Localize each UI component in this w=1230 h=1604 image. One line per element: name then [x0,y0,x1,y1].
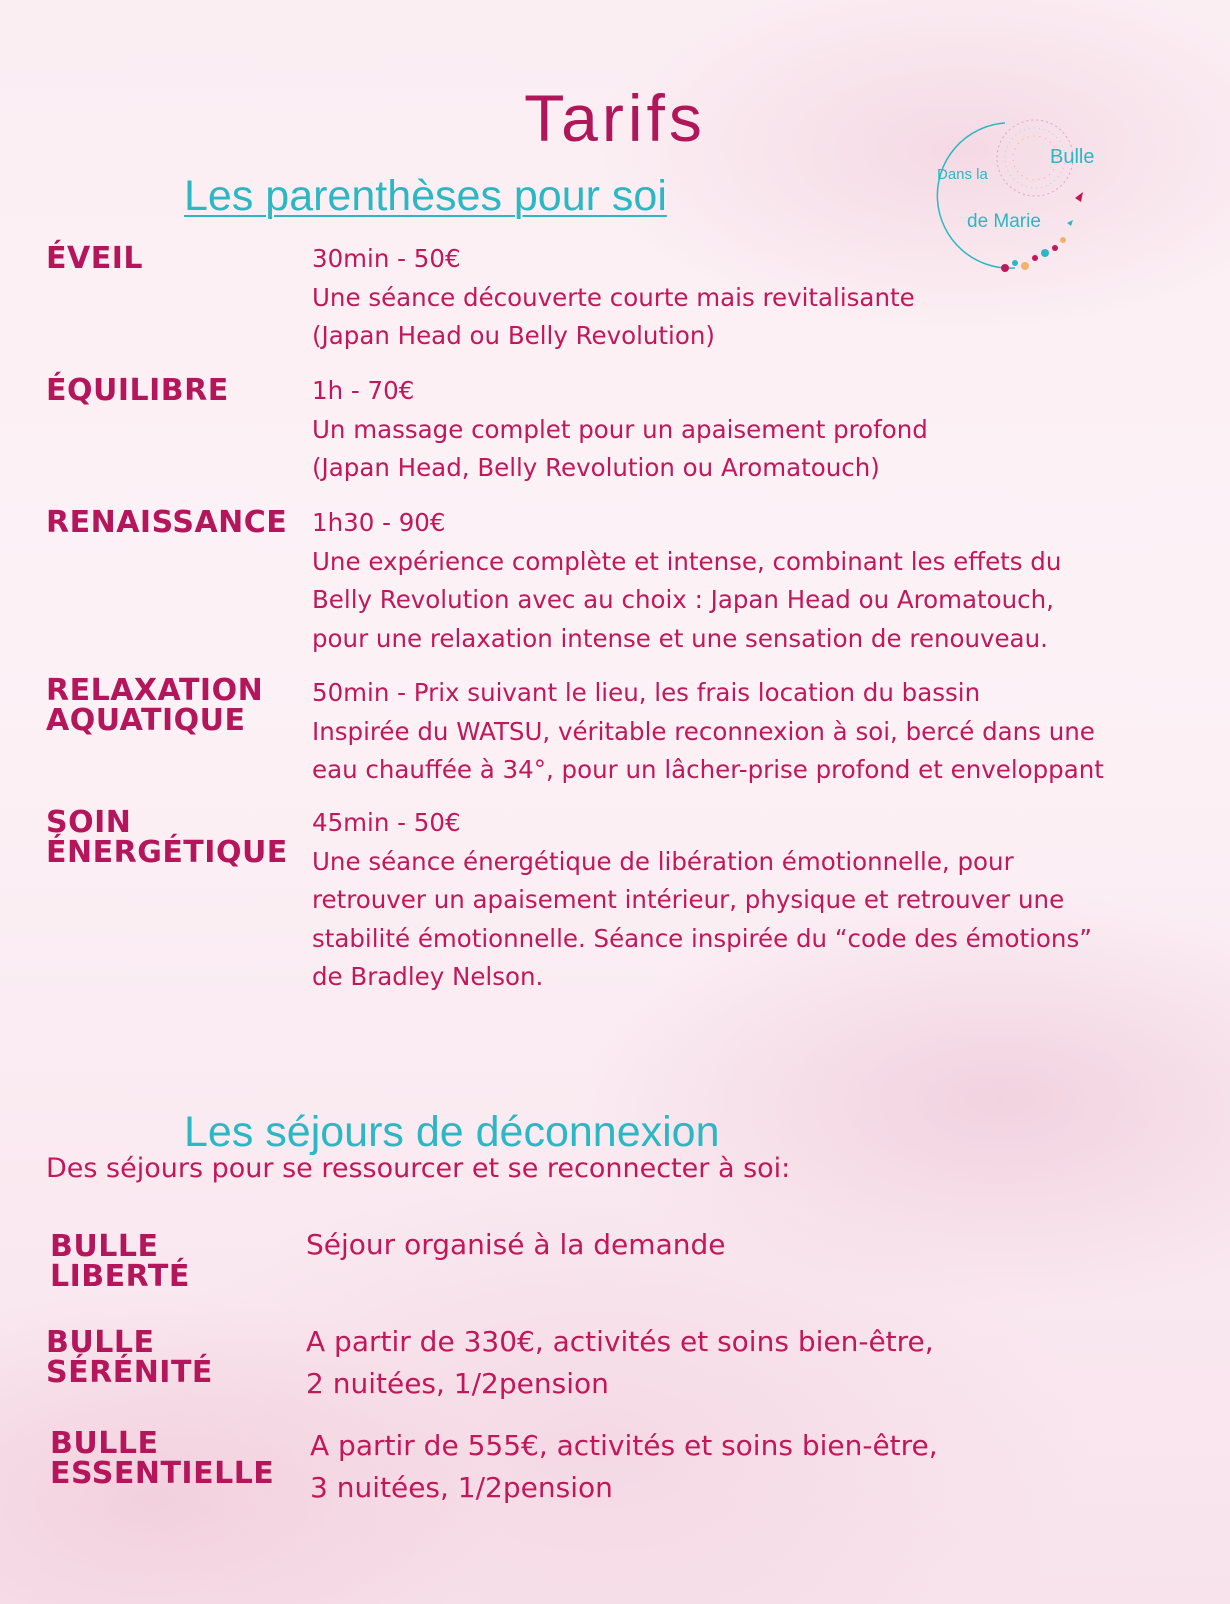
desc-line: 30min - 50€ [312,244,461,273]
desc-line: 45min - 50€ [312,808,461,837]
desc-line: 1h30 - 90€ [312,508,446,537]
desc-line: 50min - Prix suivant le lieu, les frais location du bassin [312,678,981,707]
item-name [50,1229,310,1294]
item-name-line: ÉNERGÉTIQUE [46,835,288,870]
item-name: ÉQUILIBRE [46,373,229,408]
desc-line: (Japan Head, Belly Revolution ou Aromatouch) [312,453,880,482]
desc-line: stabilité émotionnelle. Séance inspirée du “code des émotions” [312,923,1092,953]
butterfly-icon [1067,192,1083,226]
item-name [46,673,306,738]
item-description [312,240,1192,356]
desc-line: Un massage complet pour un apaisement profond [312,414,928,444]
item-name [46,805,306,870]
item-name-line: RELAXATION [46,673,264,708]
desc-line: de Bradley Nelson. [312,962,544,991]
desc-line: A partir de 330€, activités et soins bien-être, [306,1325,934,1358]
item-description [310,1425,938,1509]
desc-line: 3 nuitées, 1/2pension [310,1471,613,1504]
section-heading-sejours: Les séjours de déconnexion [184,1108,720,1156]
desc-line: Une séance énergétique de libération émotionnelle, pour [312,846,1014,876]
item-name: RENAISSANCE [46,505,288,540]
item-name-line: SÉRÉNITÉ [46,1355,213,1390]
desc-line: 1h - 70€ [312,376,415,405]
item-name-line: LIBERTÉ [50,1259,190,1294]
desc-line: Une expérience complète et intense, combinant les effets du [312,546,1062,576]
desc-line: A partir de 555€, activités et soins bien-être, [310,1429,938,1462]
desc-line: eau chauffée à 34°, pour un lâcher-prise profond et enveloppant [312,755,1104,784]
logo-line3: de Marie [967,211,1041,232]
item-name [50,1426,310,1491]
logo-line2: Dans la [937,166,988,183]
desc-line: (Japan Head ou Belly Revolution) [312,321,715,350]
item-description [312,504,1192,658]
item-description [312,804,1192,997]
item-description [306,1321,934,1405]
item-name: ÉVEIL [46,241,143,276]
desc-line: Inspirée du WATSU, véritable reconnexion à soi, bercé dans une [312,716,1095,746]
item-name [46,1325,306,1390]
item-name-line: BULLE [50,1426,159,1461]
desc-line: pour une relaxation intense et une sensation de renouveau. [312,623,1048,653]
desc-line: retrouver un apaisement intérieur, physique et retrouver une [312,885,1065,914]
desc-line: 2 nuitées, 1/2pension [306,1367,609,1400]
desc-line: Séjour organisé à la demande [306,1228,726,1261]
item-name-line: BULLE [46,1325,155,1360]
desc-line: Une séance découverte courte mais revitalisante [312,282,915,312]
desc-line: Belly Revolution avec au choix : Japan Head ou Aromatouch, [312,585,1054,614]
item-name-line: BULLE [50,1229,159,1264]
section-heading-parentheses: Les parenthèses pour soi [184,172,667,220]
item-description [306,1224,725,1266]
item-name-line: AQUATIQUE [46,703,246,738]
item-description [312,372,1192,488]
item-name-line: ESSENTIELLE [50,1456,275,1491]
item-description [312,674,1192,790]
item-name-line: SOIN [46,805,132,840]
logo-line1: Bulle [1050,146,1095,168]
page-title: Tarifs [524,81,706,155]
sejours-intro: Des séjours pour se ressourcer et se reconnecter à soi: [46,1153,791,1184]
